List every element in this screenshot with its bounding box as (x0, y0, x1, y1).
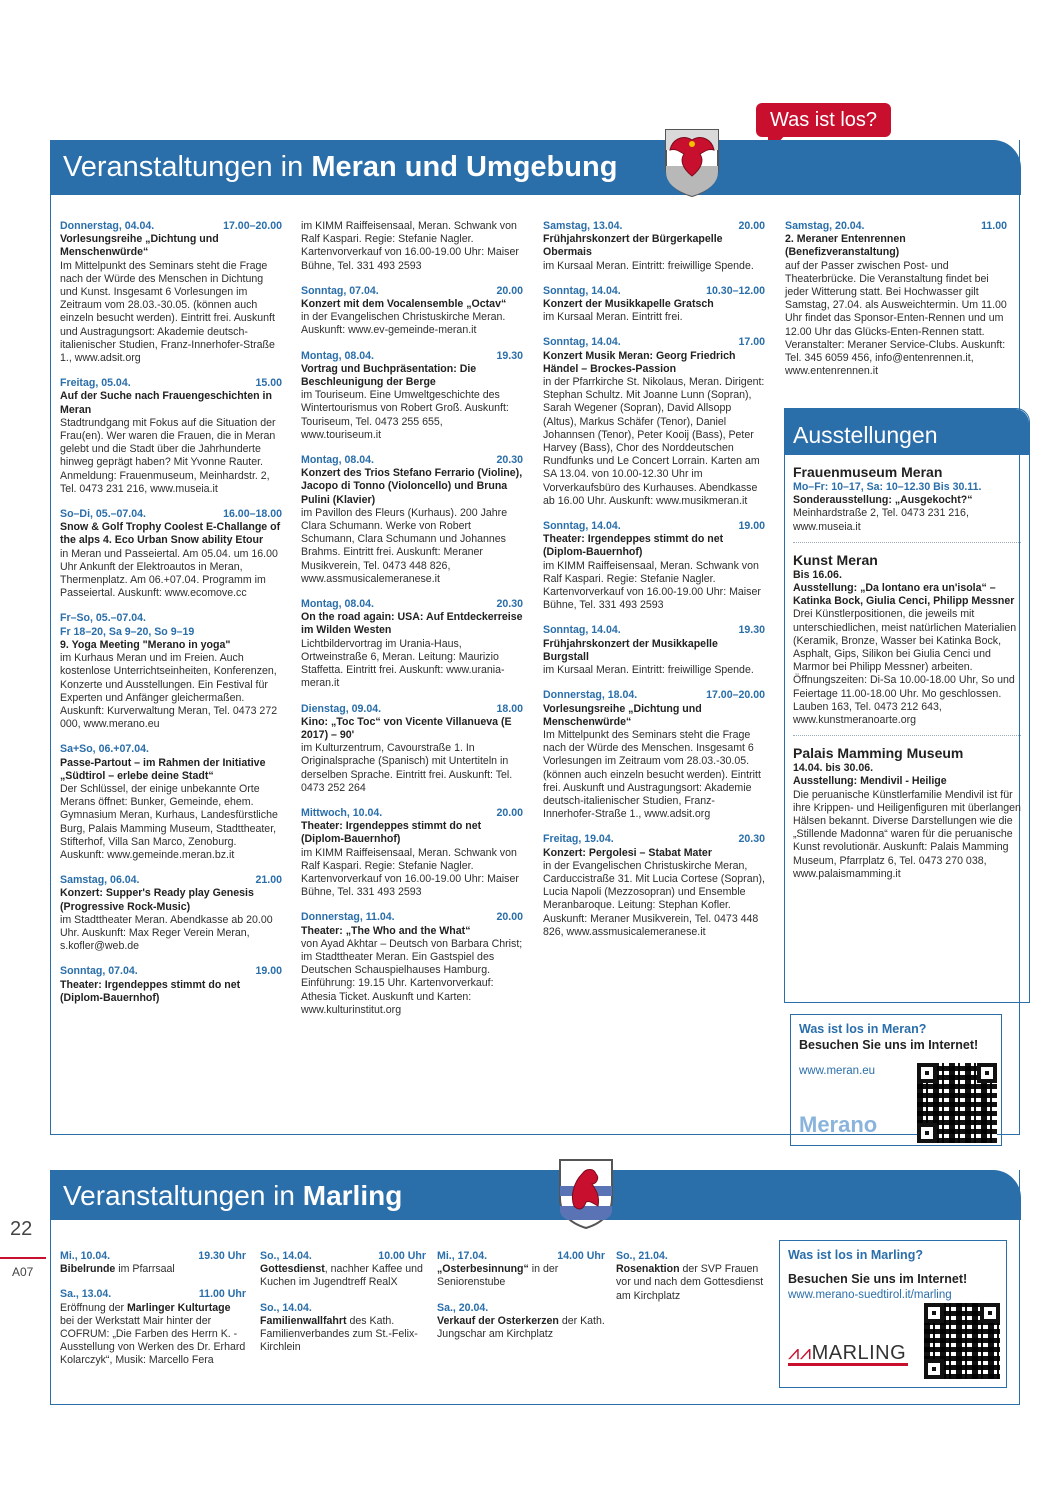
event-date: Sonntag, 07.04. (60, 965, 138, 978)
event-date: Donnerstag, 11.04. (301, 911, 395, 924)
merano-logo (799, 1112, 878, 1137)
event-date-row (301, 454, 523, 467)
marling-event-date: So., 14.04. (260, 1250, 312, 1262)
event-date-row (301, 807, 523, 820)
event-time: 16.00–18.00 (223, 508, 282, 521)
event-body: im Kursaal Meran. Eintritt: freiwillige Spende. (543, 259, 754, 272)
marling-event-time: 10.00 Uhr (378, 1250, 426, 1262)
event-time: 20.00 (496, 911, 523, 924)
marling-internet-question: Was ist los in Marling? (788, 1248, 923, 1262)
marling-event-highlight: „Osterbesinnung“ (437, 1263, 529, 1276)
marling-event-item (260, 1250, 426, 1290)
event-time: 19.30 (496, 349, 523, 362)
event-date-row (301, 598, 523, 611)
marling-event-item (260, 1302, 426, 1355)
event-date: Samstag, 13.04. (543, 220, 623, 232)
marling-event-text: im Pfarrsaal (115, 1263, 175, 1276)
exhibition-body: Drei Künstlerpositionen, die jeweils mit unterschiedlichen, meist natürlichen Materialien (Keramik, Bronze, Wasser bei Katinka Bock, Asphalt, Gips, Silikon bei Giulia Cenci und Marmor bei Philipp Messner) arbeiten. Öffnungszeiten: Di-Sa 10.00-18.00 Uhr, So und Feiertage 11.00-18.00 Uhr. Mo geschlossen. Lauben 163, Tel. 0473 212 643, www.kunstmeranoarte.org (793, 608, 1017, 727)
marling-logo-mountain-icon: ⩘⩘ (788, 1342, 812, 1364)
page-number: 22 (10, 1218, 33, 1240)
event-body: in der Pfarrkirche St. Nikolaus, Meran. Dirigent: Stephan Schultz. Mit Joanne Lunn (Sopran), Sarah Wegener (Sopran), David Allsopp (Altus), Markus Schäfer (Tenor), Daniel Johannsen (Tenor), Peter Kooij (Bass), Peter Harvey (Bass), Chor des Norddeutschen Rundfunks und Le Concert Lorrain. Karten am SA 13.04. von 10.00-12.30 Uhr im Vorverkaufsbüro des Kurhauses. Abendkasse ab 16.00 Uhr. Auskunft: www.musikmeran.it (543, 376, 765, 507)
marling-coat-of-arms-icon (556, 1156, 616, 1230)
event-time: 18.00 (496, 702, 523, 715)
marling-event-item (60, 1288, 246, 1367)
marling-event-text: der SVP Frauen vor und nach dem Gottesdienst am Kirchplatz (616, 1263, 764, 1302)
marling-event-item (60, 1250, 246, 1276)
event-item (60, 874, 282, 953)
event-item (301, 703, 523, 795)
marling-column-4 (616, 1250, 766, 1315)
event-title: Theater: Irgendeppes stimmt do net (Diplom-Bauernhof) (301, 820, 482, 846)
event-time: 20.00 (496, 806, 523, 819)
event-time: 20.30 (496, 454, 523, 467)
event-date-row (60, 743, 282, 756)
event-title: Vorlesungsreihe „Dichtung und Menschenwürde“ (543, 702, 702, 728)
exhibition-title: Ausstellung: „Da lontano era un'isola“ – Katinka Bock, Giulia Cenci, Philipp Messner (793, 582, 1015, 608)
event-time: 15.00 (255, 377, 282, 390)
event-date-row (543, 833, 765, 846)
event-date: Samstag, 06.04. (60, 874, 140, 887)
event-body: im Kurhaus Meran und im Freien. Auch kostenlose Unterrichtseinheiten, Konferenzen, Konzerte und Ausstellungen. Ein Festival für Experten und Anfänger gleichermaßen. Auskunft: Kurverwaltung Meran, Tel. 0473 272 000, www.merano.eu (60, 652, 278, 731)
marling-event-date-row (616, 1250, 766, 1263)
marling-event-body (260, 1263, 426, 1289)
event-title: 9. Yoga Meeting "Merano in yoga" (60, 638, 231, 651)
event-date-row (301, 350, 523, 363)
event-item (60, 965, 282, 1005)
marling-title-pre: Veranstaltungen in (63, 1180, 303, 1211)
meran-column-3 (543, 220, 765, 951)
merano-logo-text: Merano (799, 1112, 878, 1137)
meran-column-1 (60, 220, 282, 1017)
event-body: von Ayad Akhtar – Deutsch von Barbara Christ; im Stadttheater Meran. Ein Gastspiel des Deutschen Schauspielhauses Hamburg. Einführung: 19.15 Uhr. Kartenvorverkauf: Athesia Ticket. Auskunft und Karten: www.kulturinstitut.org (301, 937, 523, 1016)
marling-event-highlight: Rosenaktion (616, 1263, 680, 1276)
event-date: So–Di, 05.–07.04. (60, 508, 146, 521)
event-date-row (543, 285, 765, 298)
event-body: in der Evangelischen Christuskirche Meran. Auskunft: www.ev-gemeinde-meran.it (301, 311, 506, 337)
event-title: Konzert: Supper's Ready play Genesis (Progressive Rock-Music) (60, 887, 254, 913)
event-time: 20.30 (738, 833, 765, 846)
marling-column-2 (260, 1250, 426, 1366)
event-date: Freitag, 05.04. (60, 377, 131, 390)
event-item (301, 598, 523, 690)
event-title: Passe-Partout – im Rahmen der Initiative „Südtirol – erlebe deine Stadt“ (60, 756, 266, 782)
event-date: Dienstag, 09.04. (301, 702, 382, 715)
marling-event-date: So., 21.04. (616, 1250, 668, 1262)
marling-event-date: Mi., 17.04. (437, 1250, 488, 1262)
event-item (60, 508, 282, 600)
page-number-line (0, 1257, 46, 1259)
event-title: Konzert der Musikkapelle Gratsch (543, 298, 714, 311)
event-time: 17.00–20.00 (223, 220, 282, 232)
event-body: im Kursaal Meran. Eintritt: freiwillige Spende. (543, 664, 754, 677)
exhibition-body: Meinhardstraße 2, Tel. 0473 231 216, www.museia.it (793, 507, 969, 533)
event-date-row (60, 220, 282, 233)
event-body: im Kursaal Meran. Eintritt frei. (543, 311, 683, 324)
event-date: Sa+So, 06.+07.04. (60, 743, 149, 756)
event-body: Der Schlüssel, der einige unbekannte Orte Merans öffnet: Bunker, Gemeinde, ehem. Gymnasium Meran, Kurhaus, Landesfürstliche Burg, Palais Mamming Museum, Stadttheater, Stifterhof, Villa San Marco, Zenoburg. Auskunft: www.gemeinde.meran.bz.it (60, 782, 278, 861)
event-body: auf der Passer zwischen Post- und Theaterbrücke. Die Veranstaltung findet bei jeder Witterung statt. Bei Hochwasser gilt Samstag, 27.04. als Ausweichtermin. Um 11.00 Uhr findet das Sponsor-Enten-Rennen und um 12.00 Uhr das Glücks-Enten-Rennen statt. Veranstalter: Meraner Service-Clubs. Auskunft: Tel. 345 6059 456, info@entenrennen.it, www.entenrennen.it (785, 259, 1007, 378)
event-body: in der Evangelischen Christuskirche Meran, Carduccistraße 31. Mit Lucia Cortese (Sopran), Lucia Napoli (Mezzosopran) und Ensemble Meranbaroque. Leitung: Stephan Kofler. Auskunft: Meraner Musikverein, Tel. 0473 448 826, www.assmusicalemeranese.it (543, 859, 765, 938)
event-body: im Stadttheater Meran. Abendkasse ab 20.00 Uhr. Auskunft: Max Reger Verein Meran, s.kofler@web.de (60, 913, 273, 953)
marling-internet-link[interactable]: www.merano-suedtirol.it/marling (788, 1289, 952, 1301)
was-ist-los-bubble: Was ist los? (756, 103, 891, 137)
marling-internet-cta: Besuchen Sie uns im Internet! (788, 1272, 968, 1286)
page-code: A07 (12, 1265, 34, 1279)
exhibition-body: Die peruanische Künstlerfamilie Mendivil ist für ihre Krippen- und Heiligenfiguren mit überlangen Hälsen bekannt. Diverse Darstellungen wie die „Stillende Madonna“ waren für die peruanische Kunst revolutionär. Auskunft: Palais Mamming Museum, Pfarrplatz 6, Tel. 0473 270 038, www.palaismamming.it (793, 788, 1021, 880)
event-item (301, 285, 523, 338)
event-date: Montag, 08.04. (301, 349, 374, 362)
marling-column-3 (437, 1250, 605, 1353)
marling-event-date: Sa., 20.04. (437, 1301, 489, 1314)
event-item (543, 624, 765, 677)
marling-event-text-2: bei der Werkstatt Mair hinter der COFRUM: „Die Farben des Herrn K. - Ausstellung von Werken des Dr. Erhard Kolarczyk“, Musik: Marcello Fera (60, 1314, 246, 1367)
marling-event-text: in der Seniorenstube (437, 1263, 559, 1289)
event-title: 2. Meraner Entenrennen (Benefizveranstaltung) (785, 233, 906, 259)
event-time: 21.00 (255, 874, 282, 887)
event-date: Donnerstag, 04.04. (60, 220, 155, 232)
marling-event-text: , nachher Kaffee und Kuchen im Jugendtreff RealX (260, 1263, 423, 1289)
marling-title-bold: Marling (302, 1180, 403, 1211)
ausstellungen-title: Ausstellungen (785, 409, 1029, 455)
event-time: 20.00 (496, 284, 523, 297)
marling-event-highlight: Verkauf der Osterkerzen (437, 1314, 559, 1327)
meran-internet-cta: Besuchen Sie uns im Internet! (799, 1038, 979, 1052)
marling-event-text: Eröffnung der (60, 1301, 127, 1314)
event-item (60, 220, 282, 365)
meran-internet-box (790, 1014, 1002, 1146)
event-item (60, 377, 282, 496)
marling-internet-box (779, 1240, 1007, 1388)
marling-event-time: 11.00 Uhr (198, 1288, 246, 1301)
marling-event-time: 14.00 Uhr (557, 1250, 605, 1262)
meran-banner (51, 140, 1021, 195)
event-date: Montag, 08.04. (301, 598, 374, 611)
event-item (543, 336, 765, 508)
event-date: Sonntag, 14.04. (543, 624, 621, 637)
event-title: Vortrag und Buchpräsentation: Die Beschleunigung der Berge (301, 362, 477, 389)
marling-event-date: Mi., 10.04. (60, 1250, 111, 1262)
event-body: Lichtbildervortrag im Urania-Haus, Ortweinstraße 6, Meran. Leitung: Maurizio Staffetta. Eintritt frei. Auskunft: www.urania-meran.it (301, 637, 505, 690)
event-date: Samstag, 20.04. (785, 220, 865, 232)
event-date-detail: Fr 18–20, Sa 9–20, So 9–19 (60, 625, 195, 638)
ausstellungen-list (785, 463, 1029, 881)
marling-event-body (437, 1263, 605, 1289)
event-date-row (543, 336, 765, 349)
meran-internet-question: Was ist los in Meran? (799, 1022, 927, 1036)
marling-event-date-row (437, 1302, 605, 1315)
marling-event-body (616, 1263, 766, 1303)
exhibition-item (785, 551, 1029, 727)
meran-column-4 (785, 220, 1007, 390)
marling-event-date-row (60, 1250, 246, 1263)
exhibition-title: Sonderausstellung: „Ausgekocht?“ (793, 494, 973, 507)
event-item (543, 220, 765, 273)
event-body: im KIMM Raiffeisensaal, Meran. Schwank von Ralf Kaspari. Regie: Stefanie Nagler. Kartenvorverkauf von 16.00-19.00 Uhr: Maiser Bühne, Tel. 331 493 2593 (543, 559, 761, 612)
exhibition-date: Mo–Fr: 10–17, Sa: 10–12.30 Bis 30.11. (793, 481, 982, 493)
marling-banner (51, 1170, 1021, 1220)
event-date-row (785, 220, 1007, 233)
event-title: Frühjahrskonzert der Musikkapelle Burgstall (543, 637, 718, 663)
event-item (301, 350, 523, 442)
event-body: im Pavillon des Fleurs (Kurhaus). 200 Jahre Clara Schumann. Werke von Robert Schumann, Clara Schumann und Johannes Brahms. Eintritt frei. Auskunft: Meraner Musikverein, Tel. 0473 448 826, www.assmusicalemeranese.it (301, 506, 508, 585)
event-title: Frühjahrskonzert der Bürgerkapelle Obermais (543, 233, 723, 259)
marling-event-item (437, 1302, 605, 1342)
event-date-row (301, 285, 523, 298)
event-title: Snow & Golf Trophy Coolest E-Challange of the alps 4. Eco Urban Snow ability Etour (60, 521, 281, 547)
event-item (301, 454, 523, 586)
event-date: Sonntag, 14.04. (543, 284, 621, 297)
event-date-row (543, 624, 765, 637)
marling-event-body (60, 1302, 246, 1368)
event-item (60, 612, 282, 731)
event-date-row (301, 911, 523, 924)
event-body: Stadtrundgang mit Fokus auf die Situation der Frau(en). Wer waren die Frauen, die in Meran gelebt und die Stadt über die Jahrhunderte hinweg geprägt haben? Mit Yvonne Rauter. Anmeldung: Frauenmuseum, Meinhardstr. 2, Tel. 0473 231 216, www.museia.it (60, 416, 276, 495)
meran-title-bold: Meran und Umgebung (311, 151, 618, 183)
exhibition-item (785, 463, 1029, 534)
event-item (301, 911, 523, 1017)
event-body: Im Mittelpunkt des Seminars steht die Frage nach der Würde des Menschen in Dichtung und Kunst. Insgesamt 6 Vorlesungen im Zeitraum vom 28.03.-30.05. (können auch einzeln besucht werden). Eintritt frei. Auskunft und Austragungsort: Akademie deutsch-italienischer Studien, Franz-Innerhofer-Straße 1., www.adsit.org (60, 259, 275, 365)
meran-coat-of-arms-icon (662, 126, 722, 198)
event-time: 19.30 (738, 624, 765, 637)
event-item (60, 743, 282, 862)
ausstellungen-box (784, 408, 1030, 1003)
event-time: 20.30 (496, 598, 523, 611)
meran-internet-link[interactable]: www.meran.eu (799, 1065, 876, 1077)
meran-title-pre: Veranstaltungen in (63, 151, 312, 183)
event-body: im KIMM Raiffeisensaal, Meran. Schwank von Ralf Kaspari. Regie: Stefanie Nagler. Kartenvorverkauf von 16.00-19.00 Uhr: Maiser Bühne, Tel. 331 493 2593 (301, 846, 519, 899)
marling-qr-code-icon[interactable] (924, 1303, 1000, 1379)
event-title: Theater: Irgendeppes stimmt do net (Diplom-Bauernhof) (60, 978, 241, 1004)
event-date: Mittwoch, 10.04. (301, 806, 383, 819)
exhibition-title: Ausstellung: Mendivil - Heilige (793, 775, 947, 788)
event-body: im Touriseum. Eine Umweltgeschichte des Wintertourismus von Robert Groß. Auskunft: Touriseum, Tel. 0473 255 655, www.touriseum.it (301, 389, 509, 441)
exhibition-separator (793, 735, 1021, 736)
event-item (543, 833, 765, 939)
event-date-row (60, 508, 282, 521)
event-body: im Kulturzentrum, Cavourstraße 1. In Originalsprache (Spanisch) mit Untertiteln in derselben Sprache. Eintritt frei. Auskunft: Tel. 0473 252 264 (301, 742, 513, 794)
event-date-row (60, 377, 282, 390)
exhibition-period: 14.04. bis 30.06. (793, 762, 874, 775)
event-title: Kino: „Toc Toc“ von Vicente Villanueva (E 2017) – 90' (301, 715, 512, 741)
exhibition-period: Bis 16.06. (793, 568, 842, 581)
event-item (301, 807, 523, 899)
marling-event-item (437, 1250, 605, 1290)
event-time: 20.00 (738, 220, 765, 232)
event-date-row (60, 874, 282, 887)
marling-event-highlight: Familienwallfahrt (260, 1314, 347, 1327)
event-date: Montag, 08.04. (301, 454, 374, 467)
event-title: Theater: „The Who and the What“ (301, 924, 471, 937)
event-title: Konzert des Trios Stefano Ferrario (Violine), Jacopo di Tonno (Violoncello) und Bruna Pulini (Klavier) (301, 467, 523, 506)
marling-event-highlight: Gottesdienst (260, 1263, 325, 1276)
marling-event-time: 19.30 Uhr (198, 1250, 246, 1262)
marling-event-date-row (60, 1288, 246, 1301)
event-date-row (60, 965, 282, 978)
marling-event-body (437, 1315, 605, 1341)
event-body: im KIMM Raiffeisensaal, Meran. Schwank von Ralf Kaspari. Regie: Stefanie Nagler. Kartenvorverkauf von 16.00-19.00 Uhr: Maiser Bühne, Tel. 331 493 2593 (301, 220, 519, 272)
event-title: Konzert mit dem Vocalensemble „Octav“ (301, 298, 507, 311)
event-item (301, 220, 523, 273)
exhibition-item (785, 744, 1029, 881)
event-title: Konzert Musik Meran: Georg Friedrich Händel – Brockes-Passion (543, 349, 736, 375)
event-item (785, 220, 1007, 378)
event-date: Fr–So, 05.–07.04. (60, 612, 146, 625)
marling-event-date: Sa., 13.04. (60, 1288, 112, 1301)
event-item (543, 520, 765, 612)
marling-event-body (260, 1315, 426, 1355)
event-item (543, 689, 765, 821)
marling-event-text: des Kath. Familienverbandes zum St.-Felix-Kirchlein (260, 1314, 418, 1354)
exhibition-name: Palais Mamming Museum (793, 745, 964, 762)
event-date: Sonntag, 07.04. (301, 284, 379, 297)
event-time: 19.00 (255, 965, 282, 978)
marling-event-highlight-2: Marlinger Kulturtage (126, 1301, 231, 1314)
event-time: 19.00 (738, 520, 765, 533)
marling-logo-text: MARLING (811, 1342, 907, 1364)
marling-event-date: So., 14.04. (260, 1301, 312, 1314)
meran-qr-code-icon[interactable] (917, 1063, 997, 1143)
event-date: Freitag, 19.04. (543, 833, 614, 846)
marling-logo (788, 1342, 908, 1366)
marling-column-1 (60, 1250, 246, 1380)
event-title: Vorlesungsreihe „Dichtung und Menschenwürde“ (60, 233, 219, 259)
exhibition-separator (793, 542, 1021, 543)
event-time: 10.30–12.00 (706, 284, 765, 297)
marling-event-date-row (260, 1250, 426, 1263)
event-title: Theater: Irgendeppes stimmt do net (Diplom-Bauernhof) (543, 533, 724, 559)
event-time: 11.00 (981, 220, 1007, 232)
event-title: Konzert: Pergolesi – Stabat Mater (543, 846, 712, 859)
exhibition-name: Frauenmuseum Meran (793, 464, 943, 480)
marling-event-date-row (260, 1302, 426, 1315)
event-date: Sonntag, 14.04. (543, 336, 621, 349)
marling-event-body (60, 1263, 246, 1276)
event-time: 17.00–20.00 (706, 689, 765, 702)
marling-event-highlight: Bibelrunde (60, 1263, 116, 1276)
marling-event-item (616, 1250, 766, 1303)
event-item (543, 285, 765, 325)
event-body: Im Mittelpunkt des Seminars steht die Frage nach der Würde des Menschen. Insgesamt 6 Vorlesungen im Zeitraum vom 28.03.-30.05. (können auch einzeln besucht werden). Eintritt frei. Auskunft und Austragungsort: Akademie deutsch-italienischer Studien, Franz-Innerhofer-Straße 1., www.adsit.org (543, 728, 761, 821)
event-title: On the road again: USA: Auf Entdeckerreise im Wilden Westen (301, 611, 523, 637)
exhibition-name: Kunst Meran (793, 551, 878, 568)
event-date-row (543, 220, 765, 233)
event-date-row (543, 689, 765, 702)
meran-column-2 (301, 220, 523, 1029)
event-date: Donnerstag, 18.04. (543, 689, 638, 702)
event-date-row (543, 520, 765, 533)
event-date: Sonntag, 14.04. (543, 520, 621, 533)
event-date-row (301, 703, 523, 716)
event-date-row (60, 612, 282, 625)
event-body: in Meran und Passeiertal. Am 05.04. um 16.00 Uhr Ankunft der Elektroautos in Meran, Thermenplatz. Am 06.+07.04. Programm im Passeiertal. Auskunft: www.ecomove.cc (60, 547, 278, 600)
marling-event-date-row (437, 1250, 605, 1263)
event-time: 17.00 (738, 336, 765, 349)
marling-event-text: der Kath. Jungschar am Kirchplatz (437, 1314, 605, 1341)
event-title: Auf der Suche nach Frauengeschichten in Meran (60, 390, 272, 416)
